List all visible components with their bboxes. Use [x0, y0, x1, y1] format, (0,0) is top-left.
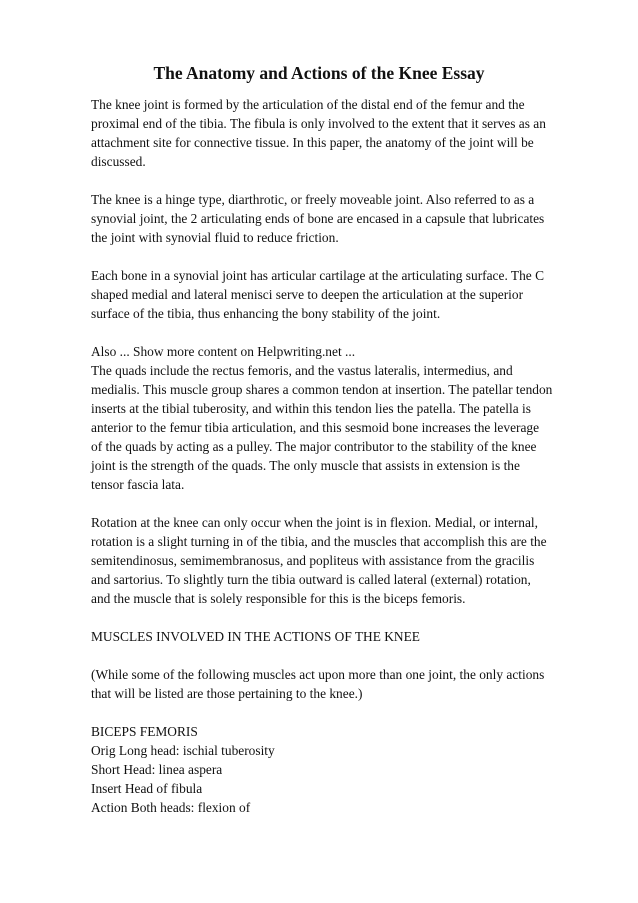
paragraph-note: (While some of the following muscles act upon more than one joint, the only actions that will be listed are those pertaining to the knee.) [91, 667, 545, 701]
document-title: The Anatomy and Actions of the Knee Essay [153, 63, 485, 83]
document-body [91, 95, 601, 817]
paragraph-quads: The quads include the rectus femoris, and the vastus lateralis, intermedius, and medialis. This muscle group shares a common tendon at insertion. The patellar tendon inserts at the tibial tuberosity, and within this tendon lies the patella. The patella is anterior to the femur tibia articulation, and this sesmoid bone increases the leverage of the quads by acting as a pulley. The major contributor to the stability of the knee joint is the strength of the quads. The only muscle that assists in extension is the tensor fascia lata. [91, 363, 553, 492]
paragraph-rotation: Rotation at the knee can only occur when the joint is in flexion. Medial, or internal, rotation is a slight turning in of the tibia, and the muscles that accomplish this are the semitendinosus, semimembranosus, and popliteus with assistance from the gracilis and sartorius. To slightly turn the tibia outward is called lateral (external) rotation, and the muscle that is solely responsible for this is the biceps femoris. [91, 515, 547, 606]
paragraph-show-more: Also ... Show more content on Helpwriting.net ... [91, 344, 356, 359]
paragraph-hinge-joint: The knee is a hinge type, diarthrotic, or freely moveable joint. Also referred to as a synovial joint, the 2 articulating ends of bone are encased in a capsule that lubricates the joint with synovial fluid to reduce friction. [91, 192, 545, 245]
paragraph-cartilage: Each bone in a synovial joint has articular cartilage at the articulating surface. The C shaped medial and lateral menisci serve to deepen the articulation at the superior surface of the tibia, thus enhancing the bony stability of the joint. [91, 268, 544, 321]
section-heading-muscles: MUSCLES INVOLVED IN THE ACTIONS OF THE KNEE [91, 629, 420, 644]
paragraph-biceps-femoris: BICEPS FEMORIS Orig Long head: ischial tuberosity Short Head: linea aspera Insert Head of fibula Action Both heads: flexion of [91, 724, 275, 815]
paragraph-intro: The knee joint is formed by the articulation of the distal end of the femur and the proximal end of the tibia. The fibula is only involved to the extent that it serves as an attachment site for connective tissue. In this paper, the anatomy of the joint will be discussed. [91, 97, 546, 169]
